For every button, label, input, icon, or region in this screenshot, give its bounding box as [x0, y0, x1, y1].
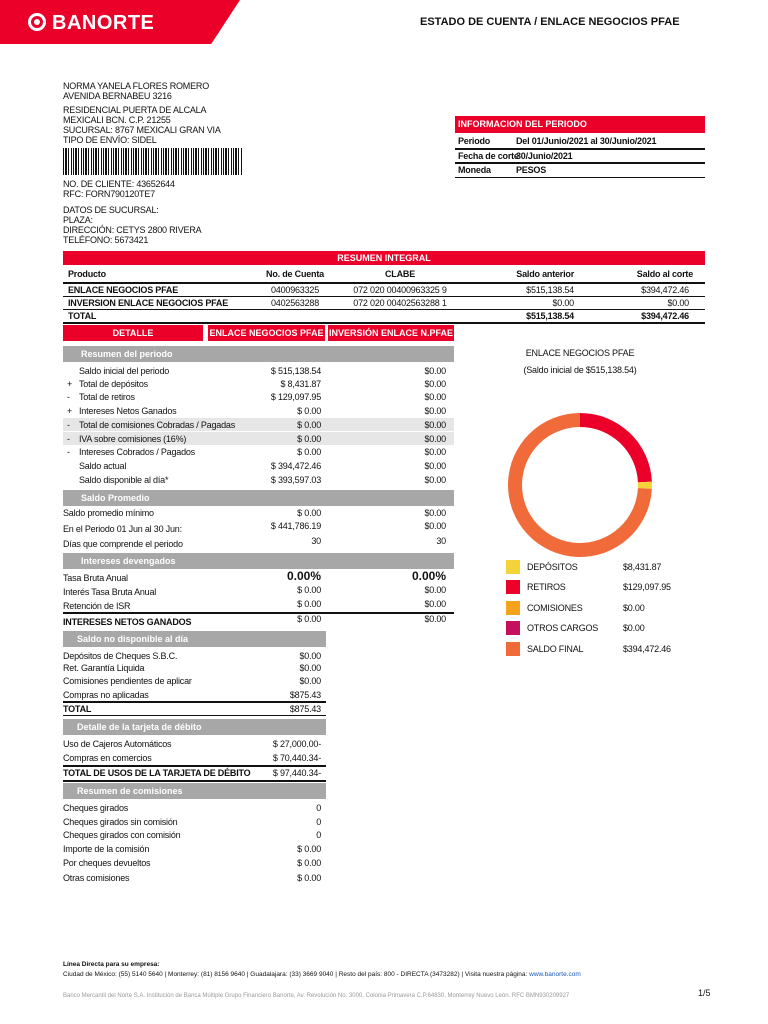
moneda-value: PESOS — [516, 165, 547, 175]
row-label: Comisiones pendientes de aplicar — [63, 676, 192, 686]
col-cuenta: No. de Cuenta — [266, 269, 324, 279]
barcode — [63, 148, 243, 175]
row-label: Compras no aplicadas — [63, 690, 149, 700]
intereses-total-v2: $0.00 — [424, 614, 446, 624]
row-value: $ 0.00 — [297, 858, 321, 868]
row-value: 0 — [316, 830, 321, 840]
client-shipping: TIPO DE ENVÍO: SIDEL — [63, 135, 157, 145]
legend-value: $0.00 — [623, 603, 645, 613]
detalle-title: DETALLE — [63, 325, 203, 341]
legend-value: $394,472.46 — [623, 644, 671, 654]
row-label: Saldo actual — [79, 461, 127, 471]
row-label: TOTAL — [63, 704, 92, 714]
row-value-inversion: $0.00 — [424, 461, 446, 471]
row-value: $0.00 — [299, 651, 321, 661]
chart-subtitle: (Saldo inicial de $515,138.54) — [523, 365, 637, 375]
row-value-enlace: $ 0.00 — [297, 434, 321, 444]
row-label: Cheques girados sin comisión — [63, 817, 178, 827]
footer-legal: Banco Mercantil del Norte S.A. Institución de Banca Múltiple Grupo Financiero Banorte, Av. Revolución No. 3000, Colonia Primavera C.P.64830, Monterrey Nuevo León. RFC BMN930209927 — [63, 993, 570, 999]
tarjeta-total-label: TOTAL DE USOS DE LA TARJETA DE DÉBITO — [63, 768, 251, 778]
row-value: $ 0.00 — [297, 873, 321, 883]
row-label: Intereses Cobrados / Pagados — [79, 447, 195, 457]
document-title: ESTADO DE CUENTA / ENLACE NEGOCIOS PFAE — [420, 16, 680, 28]
donut-slice-0 — [638, 482, 652, 489]
table-row-clabe: 072 020 00400963325 9 — [353, 285, 447, 295]
row-label: Saldo inicial del periodo — [79, 366, 170, 376]
legend-swatch — [506, 621, 520, 635]
row-value-enlace: $ 129,097.95 — [270, 392, 321, 402]
client-address — [63, 81, 293, 145]
isr-label: Retención de ISR — [63, 601, 131, 611]
row-value-enlace: $ 393,597.03 — [270, 475, 321, 485]
legend-swatch — [506, 642, 520, 656]
row-label: Cheques girados con comisión — [63, 830, 181, 840]
table-row-cuenta: 0402563288 — [270, 298, 320, 308]
tasa-bruta-label: Tasa Bruta Anual — [63, 573, 128, 583]
row-label: Depósitos de Cheques S.B.C. — [63, 651, 178, 661]
legend-swatch — [506, 580, 520, 594]
intereses-total-v1: $ 0.00 — [297, 614, 321, 624]
isr-v2: $0.00 — [424, 599, 446, 609]
client-street: AVENIDA BERNABEU 3216 — [63, 91, 172, 101]
moneda-label: Moneda — [458, 165, 491, 175]
periodo-promedio-v1: $ 441,786.19 — [270, 521, 321, 531]
tab-inversion-enlace[interactable]: INVERSIÓN ENLACE N.PFAE — [328, 325, 454, 341]
saldo-promedio-v2: $0.00 — [424, 508, 446, 518]
banorte-logo — [28, 12, 154, 35]
table-row-clabe: 072 020 00402563288 1 — [353, 298, 447, 308]
periodo-title: INFORMACION DEL PERIODO — [455, 116, 705, 133]
divider — [63, 282, 705, 284]
banorte-link[interactable]: www.banorte.com — [529, 971, 581, 978]
fecha-corte-label: Fecha de corte — [458, 151, 519, 161]
legend-label: SALDO FINAL — [527, 644, 584, 654]
isr-v1: $ 0.00 — [297, 599, 321, 609]
client-ids — [63, 179, 175, 199]
logo-mark-icon — [28, 13, 46, 31]
row-value-inversion: $0.00 — [424, 366, 446, 376]
legend-swatch — [506, 560, 520, 574]
footer-contacts — [63, 971, 581, 978]
divider — [455, 162, 705, 164]
row-sign: - — [67, 447, 70, 457]
intereses-total-label: INTERESES NETOS GANADOS — [63, 617, 192, 627]
row-label: Intereses Netos Ganados — [79, 406, 177, 416]
table-row-corte: $0.00 — [667, 298, 689, 308]
branch-plaza: PLAZA: — [63, 215, 93, 225]
client-name: NORMA YANELA FLORES ROMERO — [63, 81, 210, 91]
footer-title: Línea Directa para su empresa: — [63, 961, 160, 968]
section-resumen-periodo: Resumen del periodo — [63, 346, 454, 362]
row-sign: + — [67, 379, 73, 389]
table-row-producto: INVERSION ENLACE NEGOCIOS PFAE — [68, 298, 229, 308]
row-sign: - — [67, 392, 70, 402]
row-label: Otras comisiones — [63, 873, 130, 883]
row-sign: - — [67, 420, 70, 430]
table-row-producto: ENLACE NEGOCIOS PFAE — [68, 285, 179, 295]
row-value-inversion: $0.00 — [424, 420, 446, 430]
row-label: Total de comisiones Cobradas / Pagadas — [79, 420, 235, 430]
row-value-inversion: $0.00 — [424, 475, 446, 485]
legend-label: RETIROS — [527, 582, 566, 592]
row-value: $875.43 — [289, 690, 321, 700]
section-tarjeta: Detalle de la tarjeta de débito — [63, 719, 326, 735]
periodo-promedio-v2: $0.00 — [424, 521, 446, 531]
chart-title: ENLACE NEGOCIOS PFAE — [525, 348, 635, 358]
page-number: 1/5 — [698, 988, 711, 998]
row-value-inversion: $0.00 — [424, 392, 446, 402]
table-row-cuenta: 0400963325 — [270, 285, 320, 295]
section-intereses: Intereses devengados — [63, 553, 454, 569]
compras-label: Compras en comercios — [63, 753, 152, 763]
row-value-enlace: $ 0.00 — [297, 447, 321, 457]
interes-tasa-v2: $0.00 — [424, 585, 446, 595]
table-row-anterior: $0.00 — [552, 298, 574, 308]
row-value: $0.00 — [299, 663, 321, 673]
client-city: MEXICALI BCN. C.P. 21255 — [63, 115, 171, 125]
logo-text: BANORTE — [52, 12, 155, 34]
legend-label: DEPÓSITOS — [527, 562, 578, 572]
tasa-bruta-v1: 0.00% — [286, 569, 321, 583]
tasa-bruta-v2: 0.00% — [411, 569, 446, 583]
row-value-enlace: $ 0.00 — [297, 406, 321, 416]
row-value-inversion: $0.00 — [424, 447, 446, 457]
interes-tasa-label: Interés Tasa Bruta Anual — [63, 587, 157, 597]
col-saldo-anterior: Saldo anterior — [516, 269, 574, 279]
divider — [63, 309, 705, 310]
row-value-enlace: $ 8,431.87 — [280, 379, 321, 389]
legend-label: OTROS CARGOS — [527, 623, 599, 633]
row-label: Saldo disponible al día* — [79, 475, 169, 485]
dias-label: Días que comprende el periodo — [63, 539, 183, 549]
periodo-label: Periodo — [458, 136, 491, 146]
client-rfc: RFC: FORN790120TE7 — [63, 189, 155, 199]
row-value-enlace: $ 0.00 — [297, 420, 321, 430]
divider — [63, 296, 705, 297]
row-value-enlace: $ 515,138.54 — [270, 366, 321, 376]
row-value: 0 — [316, 817, 321, 827]
divider — [63, 701, 326, 703]
row-sign: + — [67, 406, 73, 416]
branch-address: DIRECCIÓN: CETYS 2800 RIVERA — [63, 225, 202, 235]
table-row-anterior: $515,138.54 — [526, 285, 574, 295]
resumen-integral-title: RESUMEN INTEGRAL — [63, 251, 705, 265]
periodo-value: Del 01/Junio/2021 al 30/Junio/2021 — [516, 136, 657, 146]
divider — [455, 148, 705, 150]
col-clabe: CLABE — [385, 269, 415, 279]
donut-chart — [500, 405, 660, 565]
total-label: TOTAL — [68, 311, 97, 321]
row-value-inversion: $0.00 — [424, 434, 446, 444]
col-saldo-corte: Saldo al corte — [636, 269, 693, 279]
section-saldo-promedio: Saldo Promedio — [63, 490, 454, 506]
total-anterior: $515,138.54 — [526, 311, 574, 321]
section-comisiones: Resumen de comisiones — [63, 783, 326, 799]
footer-phones: Ciudad de México: (55) 5140 5640 | Monterrey: (81) 8156 9640 | Guadalajara: (33) 3669 9040 | Resto del país: 800 - DIRECTA (3473282) | Visita nuestra página: — [63, 971, 528, 978]
tarjeta-total-value: $ 97,440.34- — [272, 768, 321, 778]
row-value-enlace: $ 394,472.46 — [270, 461, 321, 471]
branch-info — [63, 205, 201, 245]
legend-value: $129,097.95 — [623, 582, 671, 592]
client-colony: RESIDENCIAL PUERTA DE ALCALA — [63, 105, 207, 115]
donut-slice-1 — [580, 413, 652, 482]
row-value: $875.43 — [289, 704, 321, 714]
divider — [63, 322, 705, 324]
row-label: Ret. Garantía Liquida — [63, 663, 145, 673]
compras-value: $ 70,440.34- — [272, 753, 321, 763]
interes-tasa-v1: $ 0.00 — [297, 585, 321, 595]
row-label: Total de depósitos — [79, 379, 148, 389]
legend-value: $0.00 — [623, 623, 645, 633]
dias-v1: 30 — [311, 536, 321, 546]
client-number: NO. DE CLIENTE: 43652644 — [63, 179, 175, 189]
row-label: IVA sobre comisiones (16%) — [79, 434, 187, 444]
col-producto: Producto — [68, 269, 106, 279]
legend-swatch — [506, 601, 520, 615]
row-label: Importe de la comisión — [63, 844, 150, 854]
branch-label: DATOS DE SUCURSAL: — [63, 205, 159, 215]
row-label: Cheques girados — [63, 803, 129, 813]
header-band — [0, 0, 768, 44]
tab-enlace-negocios[interactable]: ENLACE NEGOCIOS PFAE — [208, 325, 325, 341]
fecha-corte-value: 30/Junio/2021 — [516, 151, 573, 161]
row-value: $ 0.00 — [297, 844, 321, 854]
saldo-promedio-v1: $ 0.00 — [297, 508, 321, 518]
section-no-disponible: Saldo no disponible al día — [63, 631, 326, 647]
row-value-inversion: $0.00 — [424, 379, 446, 389]
dias-v2: 30 — [436, 536, 446, 546]
table-row-corte: $394,472.46 — [641, 285, 689, 295]
divider — [63, 780, 326, 782]
periodo-promedio-label: En el Periodo 01 Jun al 30 Jun: — [63, 524, 182, 534]
row-label: Por cheques devueltos — [63, 858, 151, 868]
total-corte: $394,472.46 — [641, 311, 689, 321]
row-value: $0.00 — [299, 676, 321, 686]
saldo-promedio-label: Saldo promedio mínimo — [63, 508, 154, 518]
legend-value: $8,431.87 — [623, 562, 662, 572]
divider — [455, 177, 705, 178]
legend-label: COMISIONES — [527, 603, 583, 613]
branch-phone: TELÉFONO: 5673421 — [63, 235, 149, 245]
row-label: Total de retiros — [79, 392, 135, 402]
row-value-inversion: $0.00 — [424, 406, 446, 416]
divider — [63, 765, 326, 767]
row-value: 0 — [316, 803, 321, 813]
client-branch: SUCURSAL: 8767 MEXICALI GRAN VIA — [63, 125, 221, 135]
cajeros-value: $ 27,000.00- — [272, 739, 321, 749]
divider — [63, 715, 326, 716]
row-sign: - — [67, 434, 70, 444]
cajeros-label: Uso de Cajeros Automáticos — [63, 739, 172, 749]
